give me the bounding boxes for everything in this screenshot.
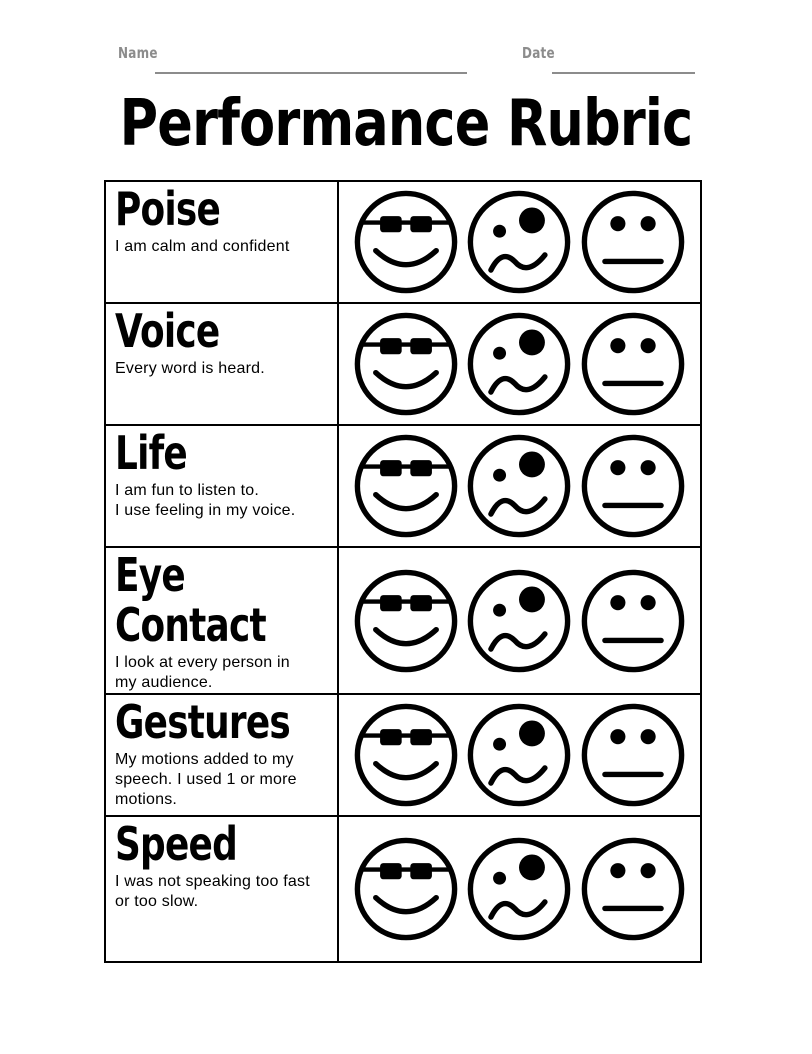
rating-cell xyxy=(338,181,701,303)
criterion-cell xyxy=(105,547,338,694)
neutral-face-icon[interactable] xyxy=(579,701,687,809)
criterion-title: Life xyxy=(115,426,187,480)
criterion-description: I was not speaking too fast or too slow. xyxy=(115,873,310,910)
name-line[interactable] xyxy=(155,72,467,74)
criterion-cell xyxy=(105,816,338,962)
rating-cell xyxy=(338,547,701,694)
neutral-face-icon[interactable] xyxy=(579,567,687,675)
confused-face-icon[interactable] xyxy=(465,432,573,540)
rubric-row xyxy=(105,816,701,962)
neutral-face-icon[interactable] xyxy=(579,835,687,943)
criterion-title: Poise xyxy=(115,182,221,236)
criterion-cell xyxy=(105,425,338,547)
cool-smiley-face-icon[interactable] xyxy=(352,701,460,809)
rating-faces xyxy=(339,310,700,418)
rubric-row xyxy=(105,547,701,694)
confused-face-icon[interactable] xyxy=(465,188,573,296)
rating-faces xyxy=(339,701,700,809)
criterion-description: I look at every person in my audience. xyxy=(115,654,290,691)
criterion-description: My motions added to my speech. I used 1 or more motions. xyxy=(115,751,297,808)
neutral-face-icon[interactable] xyxy=(579,310,687,418)
rating-cell xyxy=(338,694,701,816)
cool-smiley-face-icon[interactable] xyxy=(352,310,460,418)
neutral-face-icon[interactable] xyxy=(579,432,687,540)
criterion-description: I am fun to listen to. I use feeling in my voice. xyxy=(115,482,296,519)
date-line[interactable] xyxy=(552,72,695,74)
confused-face-icon[interactable] xyxy=(465,567,573,675)
cool-smiley-face-icon[interactable] xyxy=(352,188,460,296)
date-label: Date xyxy=(522,44,555,62)
criterion-description: I am calm and confident xyxy=(115,238,290,255)
criterion-description: Every word is heard. xyxy=(115,360,265,377)
rubric-table xyxy=(104,180,702,963)
confused-face-icon[interactable] xyxy=(465,701,573,809)
rubric-row xyxy=(105,425,701,547)
rating-faces xyxy=(339,188,700,296)
criterion-cell xyxy=(105,303,338,425)
cool-smiley-face-icon[interactable] xyxy=(352,567,460,675)
rubric-row xyxy=(105,694,701,816)
criterion-cell xyxy=(105,181,338,303)
rating-cell xyxy=(338,425,701,547)
cool-smiley-face-icon[interactable] xyxy=(352,835,460,943)
rating-faces xyxy=(339,432,700,540)
page-title: Performance Rubric xyxy=(119,87,693,161)
confused-face-icon[interactable] xyxy=(465,310,573,418)
criterion-title: Gestures xyxy=(115,695,290,749)
rating-faces xyxy=(339,835,700,943)
rubric-row xyxy=(105,181,701,303)
criterion-title: Eye Contact xyxy=(115,548,266,652)
rating-faces xyxy=(339,567,700,675)
criterion-cell xyxy=(105,694,338,816)
criterion-title: Voice xyxy=(115,304,220,358)
criterion-title: Speed xyxy=(115,817,237,871)
rating-cell xyxy=(338,816,701,962)
confused-face-icon[interactable] xyxy=(465,835,573,943)
neutral-face-icon[interactable] xyxy=(579,188,687,296)
rubric-row xyxy=(105,303,701,425)
rating-cell xyxy=(338,303,701,425)
cool-smiley-face-icon[interactable] xyxy=(352,432,460,540)
name-label: Name xyxy=(118,44,158,62)
